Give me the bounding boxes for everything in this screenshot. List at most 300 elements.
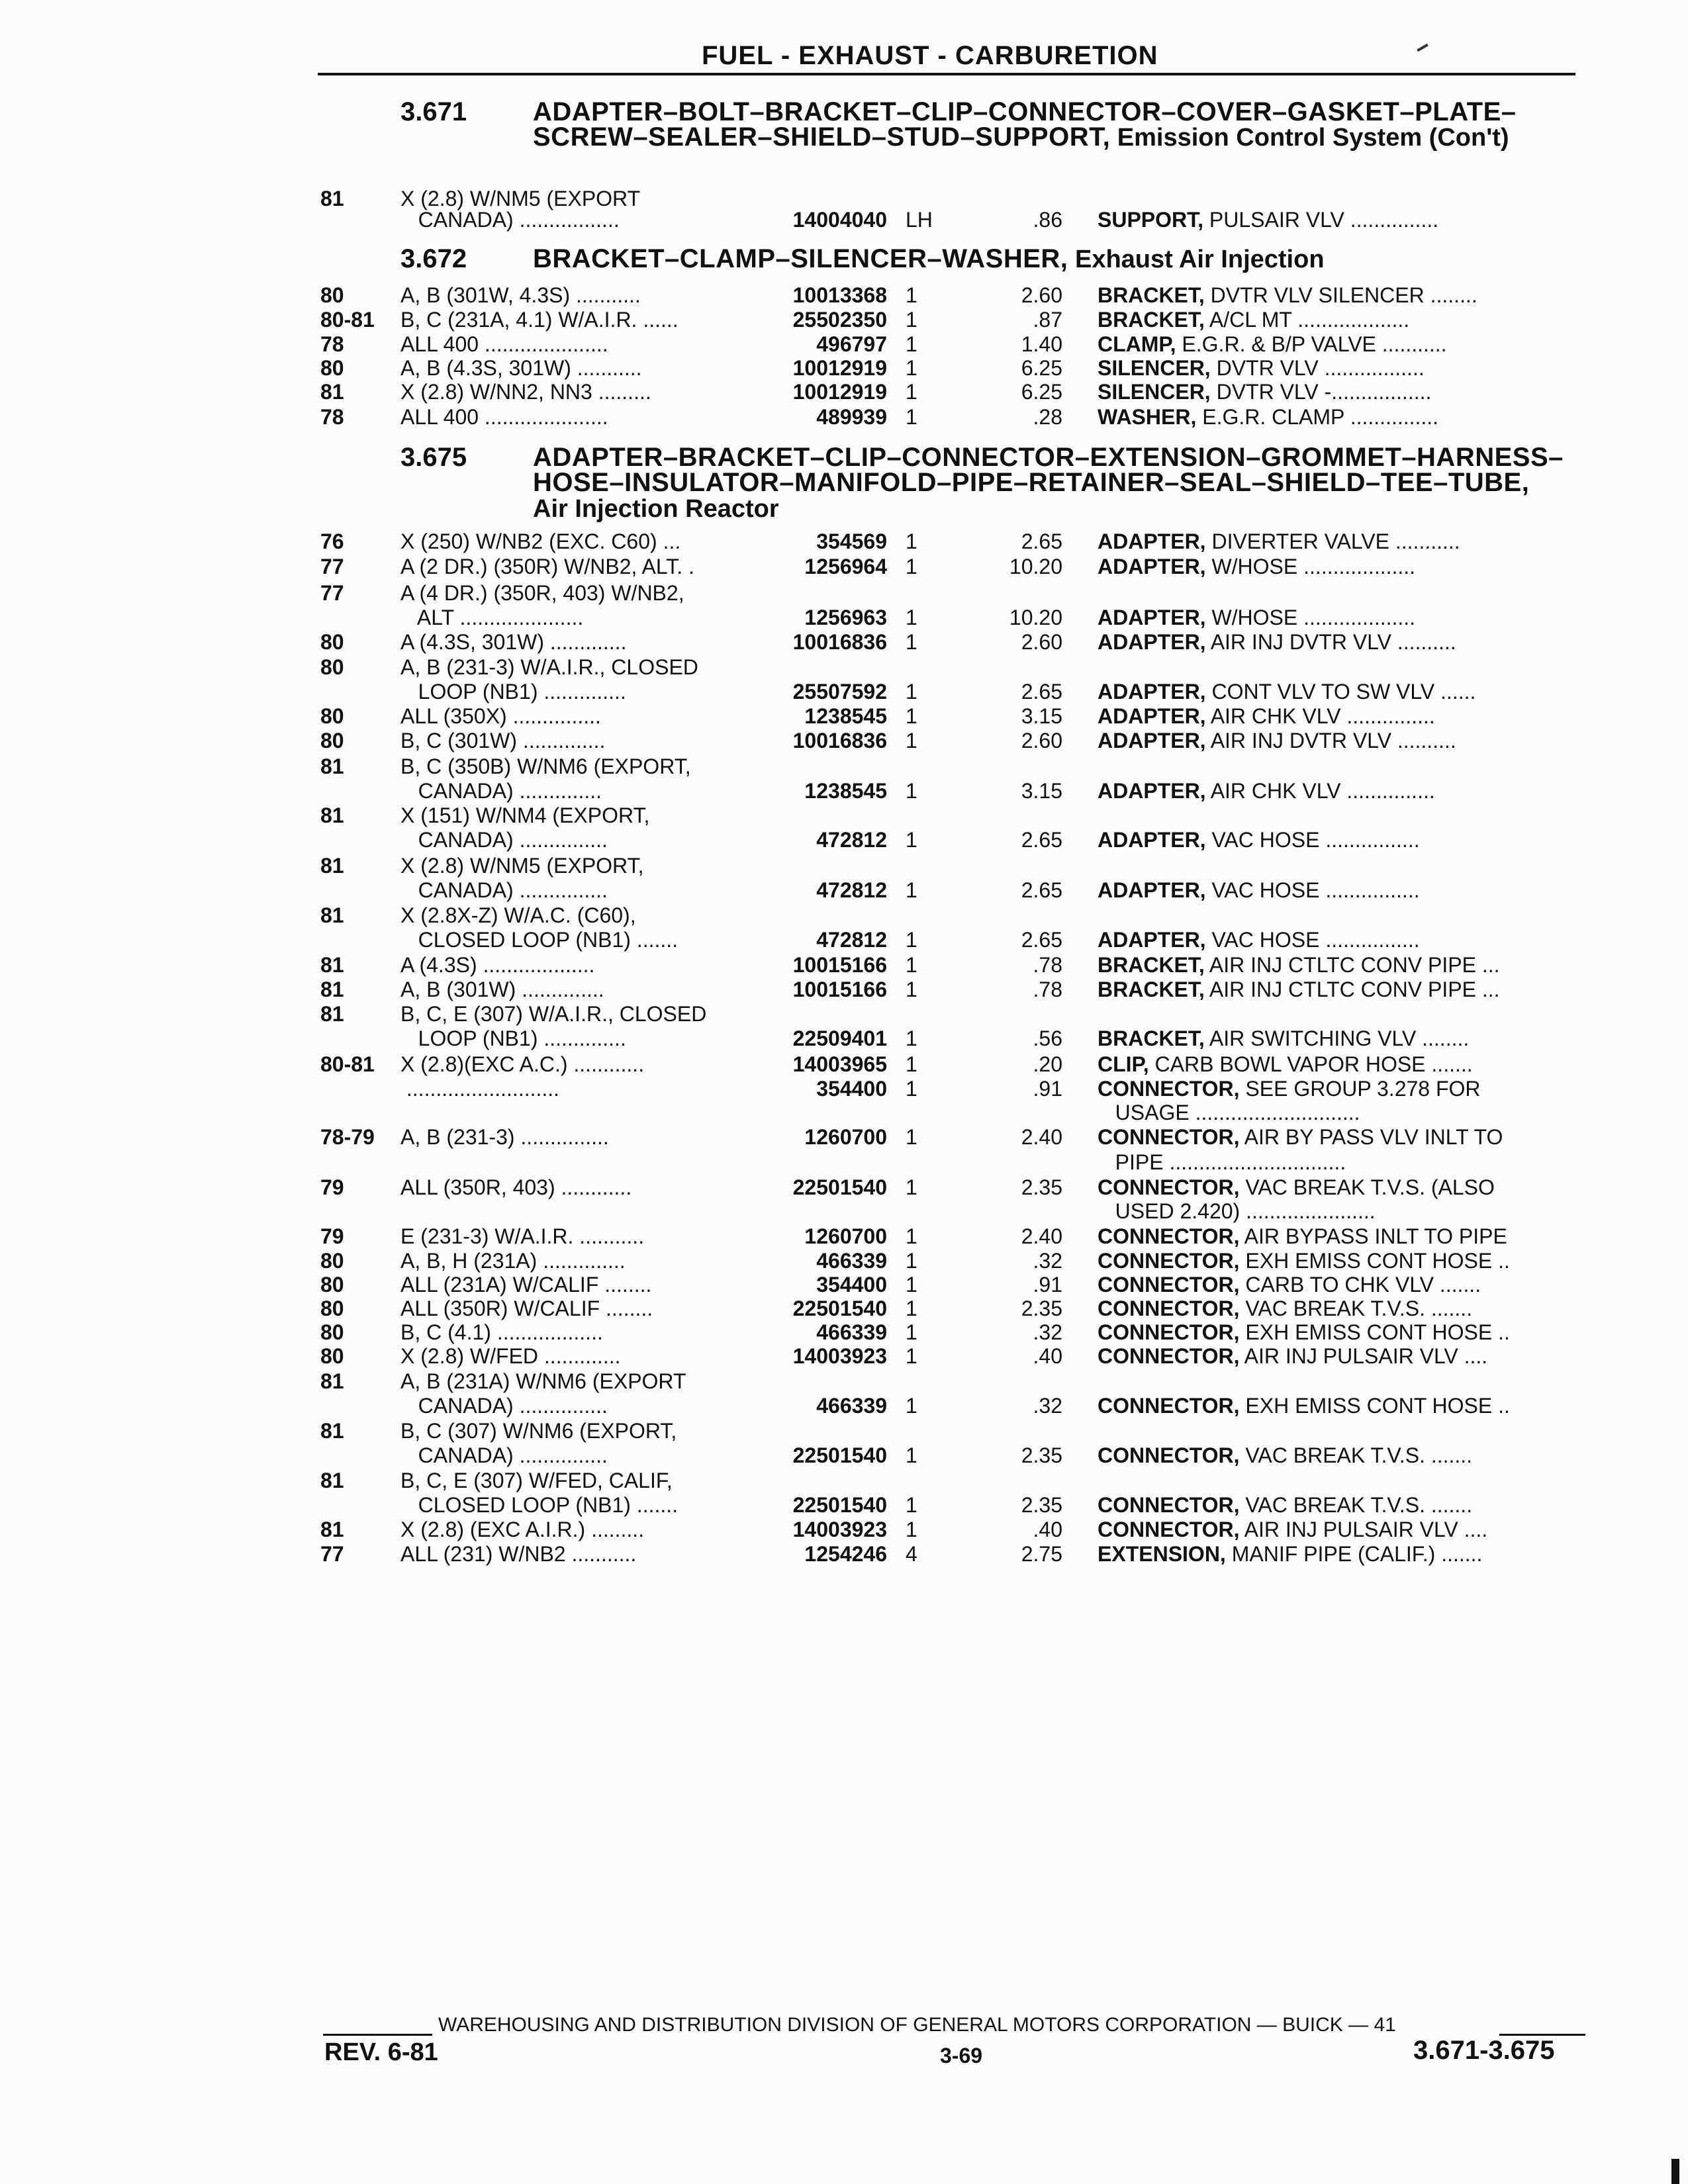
section-title	[533, 246, 1566, 272]
part-name-detail: AIR INJ PULSAIR VLV ....	[1239, 1344, 1488, 1368]
quantity-cell: 1	[906, 1249, 917, 1273]
part-number-cell: 22501540	[792, 1493, 887, 1517]
part-name-bold: CONNECTOR,	[1098, 1077, 1240, 1101]
application-cell: B, C, E (307) W/A.I.R., CLOSED	[400, 1002, 707, 1026]
year-cell: 79	[320, 1224, 344, 1248]
application-cell: X (2.8) W/NM5 (EXPORT,	[400, 854, 644, 878]
part-name-detail: DVTR VLV -.................	[1210, 380, 1432, 404]
table-row	[0, 630, 1688, 654]
part-name-bold: CONNECTOR,	[1098, 1344, 1240, 1368]
application-cell: ALT .....................	[400, 606, 584, 629]
footer-publisher-line: WAREHOUSING AND DISTRIBUTION DIVISION OF GENERAL MOTORS CORPORATION — BUICK — 41	[438, 2014, 1396, 2036]
part-name-bold: CONNECTOR,	[1098, 1125, 1240, 1149]
year-cell: 81	[320, 1518, 344, 1541]
part-name-cell	[1098, 208, 1438, 232]
price-cell: 2.35	[1021, 1297, 1062, 1320]
year-cell: 81	[320, 1002, 344, 1026]
price-cell: 2.65	[1021, 828, 1062, 852]
part-name-bold: SUPPORT,	[1098, 208, 1204, 232]
quantity-cell: 1	[906, 1125, 917, 1149]
application-cell: X (250) W/NB2 (EXC. C60) ...	[400, 529, 681, 553]
price-cell: 2.40	[1021, 1224, 1062, 1248]
part-name-detail: EXH EMISS CONT HOSE ..	[1239, 1320, 1510, 1344]
section-title-parts: BRACKET–CLAMP–SILENCER–WASHER,	[533, 244, 1068, 273]
part-number-cell: 22509401	[792, 1026, 887, 1050]
year-cell: 80	[320, 1344, 344, 1368]
part-number-cell: 10016836	[792, 729, 887, 752]
table-row	[0, 1542, 1688, 1566]
part-name-cell	[1098, 953, 1499, 977]
part-name-detail: VAC BREAK T.V.S. .......	[1239, 1297, 1473, 1320]
part-name-bold: ADAPTER,	[1098, 928, 1206, 952]
application-cell: A, B, H (231A) ..............	[400, 1249, 626, 1273]
application-cell: X (2.8) W/NN2, NN3 .........	[400, 380, 651, 404]
part-name-cell	[1098, 704, 1435, 728]
quantity-cell: 1	[906, 630, 917, 654]
part-name-cell	[1098, 1394, 1510, 1418]
price-cell: 3.15	[1021, 779, 1062, 803]
part-name-cell	[1098, 555, 1415, 578]
table-row	[0, 1320, 1688, 1344]
price-cell: .28	[1033, 405, 1062, 429]
year-cell: 80	[320, 704, 344, 728]
part-name-bold: ADAPTER,	[1098, 680, 1206, 704]
quantity-cell: 1	[906, 283, 917, 307]
application-cell: B, C (301W) ..............	[400, 729, 606, 752]
part-name-detail: VAC BREAK T.V.S. .......	[1239, 1443, 1473, 1467]
part-name-cell	[1098, 630, 1456, 654]
quantity-cell: 1	[906, 1224, 917, 1248]
part-name-cell	[1098, 1052, 1473, 1076]
part-name-cell	[1098, 1175, 1495, 1199]
application-cell: X (2.8) W/FED .............	[400, 1344, 621, 1368]
part-name-cell	[1098, 1249, 1510, 1273]
application-cell: A (4 DR.) (350R, 403) W/NB2,	[400, 581, 684, 605]
year-cell: 78	[320, 405, 344, 429]
quantity-cell: 1	[906, 606, 917, 629]
part-name-detail: A/CL MT ...................	[1204, 308, 1410, 332]
section-title-parts: ADAPTER–BRACKET–CLIP–CONNECTOR–EXTENSION–GROMMET–HARNESS–HOSE–INSULATOR–MANIFOLD–PIPE–RETAINER–SEAL–SHIELD–TEE–TUBE,	[533, 443, 1564, 497]
price-cell: .86	[1033, 208, 1062, 232]
application-cell: LOOP (NB1) ..............	[400, 680, 626, 704]
part-name-detail: PULSAIR VLV ...............	[1203, 208, 1439, 232]
table-row	[0, 903, 1688, 927]
part-name-cell	[1098, 1101, 1360, 1124]
application-cell: A, B (4.3S, 301W) ...........	[400, 356, 642, 380]
application-cell: ALL 400 .....................	[400, 405, 608, 429]
year-cell: 80	[320, 356, 344, 380]
part-name-detail: VAC HOSE ................	[1205, 828, 1420, 852]
part-name-bold: CONNECTOR,	[1098, 1493, 1240, 1517]
table-row	[0, 828, 1688, 852]
section-number: 3.672	[400, 244, 467, 273]
part-name-bold: CONNECTOR,	[1098, 1224, 1240, 1248]
table-row	[0, 729, 1688, 752]
price-cell: 6.25	[1021, 380, 1062, 404]
table-row	[0, 380, 1688, 404]
table-row	[0, 1077, 1688, 1101]
table-row	[0, 978, 1688, 1001]
application-cell: A, B (231A) W/NM6 (EXPORT	[400, 1369, 686, 1393]
price-cell: 10.20	[1009, 606, 1062, 629]
price-cell: .40	[1033, 1518, 1062, 1541]
section-number: 3.671	[400, 97, 467, 126]
application-cell: ALL 400 .....................	[400, 332, 608, 356]
quantity-cell: 1	[906, 928, 917, 952]
footer-page-number: 3-69	[940, 2044, 983, 2068]
part-name-bold: CONNECTOR,	[1098, 1273, 1240, 1297]
part-name-bold: ADAPTER,	[1098, 828, 1206, 852]
price-cell: 2.35	[1021, 1493, 1062, 1517]
table-row	[0, 187, 1688, 210]
part-name-cell	[1098, 380, 1431, 404]
part-name-detail: CONT VLV TO SW VLV ......	[1205, 680, 1476, 704]
part-number-cell: 10016836	[792, 630, 887, 654]
table-row	[0, 1394, 1688, 1418]
part-number-cell: 496797	[816, 332, 887, 356]
application-cell: X (151) W/NM4 (EXPORT,	[400, 803, 650, 827]
table-row	[0, 208, 1688, 232]
part-name-cell	[1098, 283, 1477, 307]
part-name-detail: DVTR VLV .................	[1210, 356, 1425, 380]
part-name-bold: CLIP,	[1098, 1052, 1149, 1076]
price-cell: 2.60	[1021, 283, 1062, 307]
application-cell: A, B (231-3) W/A.I.R., CLOSED	[400, 655, 698, 679]
table-row	[0, 606, 1688, 629]
year-cell: 76	[320, 529, 344, 553]
table-row	[0, 953, 1688, 977]
year-cell: 81	[320, 754, 344, 778]
part-number-cell: 1256964	[804, 555, 887, 578]
table-row	[0, 1101, 1688, 1124]
price-cell: 2.75	[1021, 1542, 1062, 1566]
part-number-cell: 22501540	[792, 1297, 887, 1320]
table-row	[0, 704, 1688, 728]
footer-section-range: 3.671-3.675	[1413, 2036, 1555, 2065]
table-row	[0, 1125, 1688, 1149]
part-name-bold: CONNECTOR,	[1098, 1394, 1240, 1418]
quantity-cell: 1	[906, 332, 917, 356]
quantity-cell: 1	[906, 1026, 917, 1050]
part-name-detail: MANIF PIPE (CALIF.) .......	[1225, 1542, 1483, 1566]
year-cell: 80	[320, 283, 344, 307]
part-name-detail: VAC BREAK T.V.S. (ALSO	[1239, 1175, 1495, 1199]
part-number-cell: 472812	[816, 828, 887, 852]
part-number-cell: 14003923	[792, 1344, 887, 1368]
year-cell: 81	[320, 1369, 344, 1393]
part-name-bold: ADAPTER,	[1098, 529, 1206, 553]
year-cell: 80	[320, 1297, 344, 1320]
price-cell: .87	[1033, 308, 1062, 332]
quantity-cell: 1	[906, 1077, 917, 1101]
part-name-cell	[1098, 1320, 1510, 1344]
price-cell: 2.65	[1021, 878, 1062, 902]
part-name-detail: AIR BYPASS INLT TO PIPE	[1239, 1224, 1507, 1248]
application-cell: E (231-3) W/A.I.R. ...........	[400, 1224, 645, 1248]
part-number-cell: 354400	[816, 1077, 887, 1101]
table-row	[0, 1273, 1688, 1297]
year-cell: 77	[320, 581, 344, 605]
quantity-cell: 1	[906, 356, 917, 380]
price-cell: 2.35	[1021, 1443, 1062, 1467]
application-cell: ALL (231A) W/CALIF ........	[400, 1273, 652, 1297]
price-cell: .20	[1033, 1052, 1062, 1076]
header-rule	[318, 73, 1575, 75]
part-name-cell	[1098, 680, 1476, 704]
part-name-detail: AIR CHK VLV ...............	[1205, 704, 1435, 728]
part-name-bold: CONNECTOR,	[1098, 1518, 1240, 1541]
price-cell: .32	[1033, 1320, 1062, 1344]
part-name-cell	[1098, 1493, 1472, 1517]
part-name-detail: USED 2.420) ......................	[1098, 1199, 1376, 1223]
quantity-cell: 1	[906, 1175, 917, 1199]
table-row	[0, 356, 1688, 380]
table-row	[0, 1026, 1688, 1050]
year-cell: 78	[320, 332, 344, 356]
quantity-cell: LH	[906, 208, 933, 232]
application-cell: A, B (231-3) ...............	[400, 1125, 609, 1149]
application-cell: CANADA) ...............	[400, 1394, 608, 1418]
application-cell: B, C (231A, 4.1) W/A.I.R. ......	[400, 308, 679, 332]
year-cell: 81	[320, 187, 344, 210]
price-cell: 2.60	[1021, 630, 1062, 654]
section-title	[533, 99, 1566, 150]
part-number-cell: 472812	[816, 928, 887, 952]
part-name-detail: CARB BOWL VAPOR HOSE .......	[1149, 1052, 1473, 1076]
part-name-bold: CONNECTOR,	[1098, 1320, 1240, 1344]
section-subtitle: Air Injection Reactor	[533, 495, 779, 523]
part-name-cell	[1098, 1077, 1481, 1101]
quantity-cell: 1	[906, 1443, 917, 1467]
part-number-cell: 25502350	[792, 308, 887, 332]
section-subtitle: Emission Control System (Con't)	[1110, 124, 1509, 152]
quantity-cell: 1	[906, 1394, 917, 1418]
part-name-bold: ADAPTER,	[1098, 729, 1206, 752]
table-row	[0, 1150, 1688, 1174]
quantity-cell: 1	[906, 1273, 917, 1297]
price-cell: 2.60	[1021, 729, 1062, 752]
table-row	[0, 1199, 1688, 1223]
part-number-cell: 489939	[816, 405, 887, 429]
table-row	[0, 1344, 1688, 1368]
part-name-detail: CARB TO CHK VLV .......	[1239, 1273, 1481, 1297]
part-name-detail: AIR INJ DVTR VLV ..........	[1205, 729, 1456, 752]
part-number-cell: 354400	[816, 1273, 887, 1297]
part-name-detail: SEE GROUP 3.278 FOR	[1239, 1077, 1481, 1101]
year-cell: 81	[320, 1469, 344, 1492]
price-cell: .40	[1033, 1344, 1062, 1368]
part-name-bold: ADAPTER,	[1098, 630, 1206, 654]
year-cell: 81	[320, 1419, 344, 1443]
part-name-cell	[1098, 308, 1409, 332]
price-cell: .91	[1033, 1273, 1062, 1297]
part-number-cell: 10015166	[792, 978, 887, 1001]
price-cell: 2.65	[1021, 680, 1062, 704]
part-name-detail: AIR SWITCHING VLV ........	[1204, 1026, 1470, 1050]
part-number-cell: 1256963	[804, 606, 887, 629]
year-cell: 78-79	[320, 1125, 375, 1149]
year-cell: 77	[320, 1542, 344, 1566]
part-number-cell: 10012919	[792, 356, 887, 380]
quantity-cell: 1	[906, 953, 917, 977]
quantity-cell: 1	[906, 529, 917, 553]
table-row	[0, 928, 1688, 952]
quantity-cell: 1	[906, 555, 917, 578]
part-name-cell	[1098, 828, 1420, 852]
section-subtitle: Exhaust Air Injection	[1068, 246, 1325, 273]
part-name-cell	[1098, 1199, 1376, 1223]
year-cell: 81	[320, 903, 344, 927]
scan-edge-mark	[1671, 2159, 1679, 2184]
part-name-bold: SILENCER,	[1098, 356, 1211, 380]
part-name-detail: W/HOSE ...................	[1205, 606, 1416, 629]
part-name-cell	[1098, 405, 1438, 429]
part-name-detail: E.G.R. CLAMP ...............	[1196, 405, 1439, 429]
pen-mark	[1417, 44, 1429, 52]
application-cell: ALL (231) W/NB2 ...........	[400, 1542, 637, 1566]
table-row	[0, 1493, 1688, 1517]
table-row	[0, 1002, 1688, 1026]
application-cell: A, B (301W) ..............	[400, 978, 604, 1001]
part-name-detail: EXH EMISS CONT HOSE ..	[1239, 1249, 1510, 1273]
quantity-cell: 1	[906, 1297, 917, 1320]
part-name-bold: BRACKET,	[1098, 953, 1205, 977]
table-row	[0, 405, 1688, 429]
part-number-cell: 1238545	[804, 779, 887, 803]
table-row	[0, 1249, 1688, 1273]
price-cell: .91	[1033, 1077, 1062, 1101]
part-number-cell: 1260700	[804, 1125, 887, 1149]
application-cell: X (2.8)(EXC A.C.) ............	[400, 1052, 645, 1076]
price-cell: .78	[1033, 978, 1062, 1001]
part-name-detail: USAGE ............................	[1098, 1101, 1360, 1124]
part-name-bold: ADAPTER,	[1098, 555, 1206, 578]
table-row	[0, 332, 1688, 356]
part-name-bold: CONNECTOR,	[1098, 1297, 1240, 1320]
part-name-bold: CONNECTOR,	[1098, 1443, 1240, 1467]
footer-revision: REV. 6-81	[324, 2038, 438, 2066]
part-name-cell	[1098, 332, 1447, 356]
price-cell: .78	[1033, 953, 1062, 977]
table-row	[0, 308, 1688, 332]
part-name-bold: BRACKET,	[1098, 1026, 1205, 1050]
quantity-cell: 1	[906, 1518, 917, 1541]
table-row	[0, 283, 1688, 307]
year-cell: 80	[320, 1273, 344, 1297]
part-name-bold: EXTENSION,	[1098, 1542, 1226, 1566]
price-cell: 10.20	[1009, 555, 1062, 578]
table-row	[0, 1297, 1688, 1320]
part-number-cell: 10015166	[792, 953, 887, 977]
price-cell: .32	[1033, 1249, 1062, 1273]
part-name-detail: AIR INJ DVTR VLV ..........	[1205, 630, 1456, 654]
application-cell: CANADA) ...............	[400, 878, 608, 902]
part-name-cell	[1098, 529, 1460, 553]
table-row	[0, 1052, 1688, 1076]
year-cell: 79	[320, 1175, 344, 1199]
part-number-cell: 22501540	[792, 1175, 887, 1199]
part-name-detail: AIR BY PASS VLV INLT TO	[1239, 1125, 1503, 1149]
part-number-cell: 22501540	[792, 1443, 887, 1467]
application-cell: A (2 DR.) (350R) W/NB2, ALT. .	[400, 555, 694, 578]
part-name-cell	[1098, 1297, 1472, 1320]
part-name-bold: ADAPTER,	[1098, 779, 1206, 803]
part-name-bold: ADAPTER,	[1098, 704, 1206, 728]
application-cell: B, C (4.1) ..................	[400, 1320, 603, 1344]
application-cell: CANADA) ...............	[400, 1443, 608, 1467]
price-cell: .32	[1033, 1394, 1062, 1418]
table-row	[0, 1224, 1688, 1248]
part-name-bold: ADAPTER,	[1098, 606, 1206, 629]
part-name-detail: AIR INJ CTLTC CONV PIPE ...	[1204, 978, 1500, 1001]
part-number-cell: 1260700	[804, 1224, 887, 1248]
year-cell: 80-81	[320, 1052, 375, 1076]
price-cell: 6.25	[1021, 356, 1062, 380]
application-cell: A (4.3S) ...................	[400, 953, 595, 977]
year-cell: 80	[320, 1320, 344, 1344]
table-row	[0, 529, 1688, 553]
quantity-cell: 1	[906, 729, 917, 752]
year-cell: 81	[320, 803, 344, 827]
part-name-cell	[1098, 928, 1420, 952]
part-name-bold: CONNECTOR,	[1098, 1249, 1240, 1273]
part-name-detail: AIR CHK VLV ...............	[1205, 779, 1435, 803]
part-name-cell	[1098, 1150, 1346, 1174]
quantity-cell: 1	[906, 878, 917, 902]
application-cell: CANADA) ...............	[400, 828, 608, 852]
table-row	[0, 555, 1688, 578]
part-name-detail: EXH EMISS CONT HOSE ..	[1239, 1394, 1510, 1418]
part-name-cell	[1098, 878, 1420, 902]
part-name-detail: PIPE ..............................	[1098, 1150, 1346, 1174]
part-name-detail: AIR INJ PULSAIR VLV ....	[1239, 1518, 1488, 1541]
quantity-cell: 1	[906, 680, 917, 704]
page-header-title: FUEL - EXHAUST - CARBURETION	[702, 41, 1158, 70]
application-cell: A, B (301W, 4.3S) ...........	[400, 283, 641, 307]
part-number-cell: 10012919	[792, 380, 887, 404]
part-name-detail: VAC HOSE ................	[1205, 928, 1420, 952]
year-cell: 77	[320, 555, 344, 578]
quantity-cell: 1	[906, 308, 917, 332]
year-cell: 81	[320, 953, 344, 977]
quantity-cell: 1	[906, 779, 917, 803]
quantity-cell: 1	[906, 704, 917, 728]
part-name-cell	[1098, 1273, 1481, 1297]
quantity-cell: 1	[906, 1344, 917, 1368]
quantity-cell: 4	[906, 1542, 917, 1566]
part-name-cell	[1098, 1518, 1487, 1541]
part-name-cell	[1098, 729, 1456, 752]
price-cell: 2.40	[1021, 1125, 1062, 1149]
table-row	[0, 655, 1688, 679]
price-cell: 1.40	[1021, 332, 1062, 356]
part-name-cell	[1098, 1344, 1487, 1368]
part-number-cell: 354569	[816, 529, 887, 553]
section-title-parts: ADAPTER–BOLT–BRACKET–CLIP–CONNECTOR–COVER–GASKET–PLATE–SCREW–SEALER–SHIELD–STUD–SUPPORT,	[533, 97, 1517, 152]
part-name-cell	[1098, 356, 1425, 380]
quantity-cell: 1	[906, 1320, 917, 1344]
part-name-bold: CONNECTOR,	[1098, 1175, 1240, 1199]
application-cell: X (2.8) (EXC A.I.R.) .........	[400, 1518, 645, 1541]
year-cell: 80-81	[320, 308, 375, 332]
table-row	[0, 754, 1688, 778]
price-cell: 2.65	[1021, 928, 1062, 952]
quantity-cell: 1	[906, 828, 917, 852]
table-row	[0, 779, 1688, 803]
year-cell: 80	[320, 729, 344, 752]
year-cell: 81	[320, 978, 344, 1001]
price-cell: 2.35	[1021, 1175, 1062, 1199]
